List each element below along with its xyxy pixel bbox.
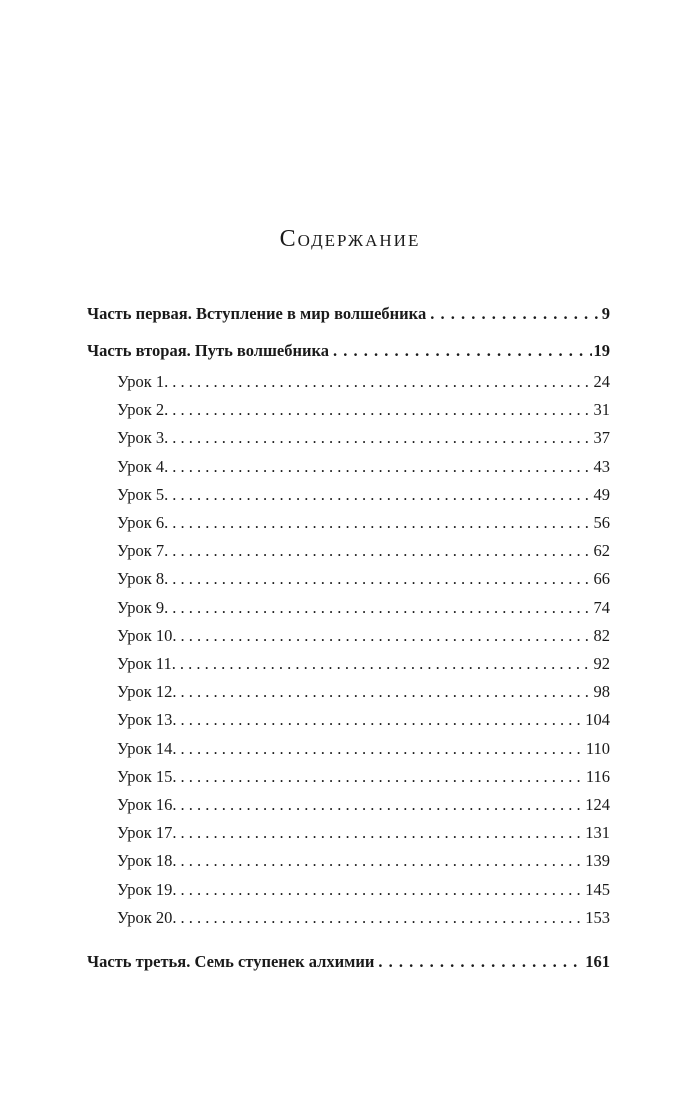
dot-leader <box>172 457 591 477</box>
toc-entry-lesson <box>117 485 610 505</box>
toc-entry-part-3 <box>87 952 610 972</box>
toc-entry-lesson <box>117 823 610 843</box>
toc-entry-label: Урок 20. <box>117 907 177 927</box>
dot-leader <box>430 304 600 324</box>
toc-entry-lesson <box>117 767 610 787</box>
toc-entry-page: 161 <box>585 952 610 971</box>
toc-entry-lesson <box>117 851 610 871</box>
toc-entry-part-2 <box>87 341 610 361</box>
toc-entry-lesson <box>117 654 610 674</box>
dot-leader <box>172 513 591 533</box>
toc-entry-label: Часть первая. Вступление в мир волшебника <box>87 304 427 323</box>
toc-entry-page: 37 <box>593 428 610 448</box>
dot-leader <box>181 626 592 646</box>
toc-entry-lesson <box>117 598 610 618</box>
dot-leader <box>172 541 591 561</box>
toc-entry-label: Часть третья. Семь ступенек алхимии <box>87 952 375 971</box>
toc-entry-label: Урок 17. <box>117 823 177 843</box>
dot-leader <box>172 428 591 448</box>
toc-entry-page: 43 <box>593 456 610 476</box>
toc-entry-lesson <box>117 626 610 646</box>
toc-entry-label: Урок 4. <box>117 456 169 476</box>
toc-entry-lesson <box>117 710 610 730</box>
toc-entry-label: Урок 18. <box>117 851 177 871</box>
dot-leader <box>172 372 591 392</box>
toc-entry-page: 139 <box>585 851 610 871</box>
toc-entry-label: Урок 16. <box>117 795 177 814</box>
toc-entry-page: 145 <box>585 879 610 899</box>
toc-entry-page: 104 <box>585 710 610 730</box>
toc-entry-page: 110 <box>585 738 610 758</box>
dot-leader <box>333 341 591 361</box>
dot-leader <box>172 598 591 618</box>
toc-entry-label: Урок 5. <box>117 484 169 504</box>
toc-entry-lesson <box>117 682 610 702</box>
toc-entry-label: Урок 3. <box>117 428 169 448</box>
toc-entry-label: Урок 10. <box>117 625 177 645</box>
toc-entry-page: 124 <box>585 795 610 814</box>
toc-entry-label: Урок 19. <box>117 879 177 899</box>
toc-entry-label: Урок 8. <box>117 569 169 589</box>
dot-leader <box>172 400 591 420</box>
toc-entry-label: Урок 12. <box>117 682 177 702</box>
dot-leader <box>378 952 583 972</box>
toc-entry-label: Урок 15. <box>117 766 177 786</box>
toc-entry-label: Часть вторая. Путь волшебника <box>87 341 330 360</box>
toc-entry-lesson <box>117 795 610 815</box>
toc-entry-lesson <box>117 428 610 448</box>
toc-entry-label: Урок 1. <box>117 372 169 391</box>
toc-entry-page: 92 <box>593 654 610 673</box>
dot-leader <box>181 851 584 871</box>
toc-entry-label: Урок 11. <box>117 654 176 673</box>
dot-leader <box>181 823 584 843</box>
toc-entry-page: 153 <box>585 907 610 927</box>
toc-entry-lesson <box>117 513 610 533</box>
dot-leader <box>181 767 584 787</box>
toc-entry-page: 19 <box>593 341 610 360</box>
toc-entry-label: Урок 6. <box>117 513 169 532</box>
toc-entry-part-1 <box>87 304 610 324</box>
dot-leader <box>181 795 584 815</box>
toc-entry-lesson <box>117 569 610 589</box>
toc-entry-label: Урок 14. <box>117 738 177 758</box>
toc-entry-lesson <box>117 372 610 392</box>
toc-entry-page: 62 <box>593 541 610 561</box>
toc-entry-page: 56 <box>593 513 610 532</box>
toc-entry-page: 66 <box>593 569 610 589</box>
toc-entry-page: 98 <box>593 682 610 702</box>
toc-entry-lesson <box>117 908 610 928</box>
dot-leader <box>181 682 592 702</box>
toc-entry-page: 49 <box>593 484 610 504</box>
toc-entry-label: Урок 13. <box>117 710 177 730</box>
toc-entry-lesson <box>117 400 610 420</box>
page-title: Содержание <box>279 226 421 253</box>
toc-entry-page: 131 <box>585 823 610 843</box>
dot-leader <box>180 654 592 674</box>
toc-entry-label: Урок 9. <box>117 597 169 617</box>
dot-leader <box>181 710 584 730</box>
toc-entry-page: 31 <box>593 400 610 420</box>
toc-entry-label: Урок 2. <box>117 400 169 420</box>
toc-entry-lesson <box>117 880 610 900</box>
toc-entry-page: 82 <box>593 625 610 645</box>
dot-leader <box>172 485 591 505</box>
dot-leader <box>181 880 584 900</box>
toc-entry-page: 74 <box>593 597 610 617</box>
toc-entry-lesson <box>117 739 610 759</box>
toc-entry-page: 116 <box>585 766 610 786</box>
dot-leader <box>181 739 584 759</box>
dot-leader <box>181 908 584 928</box>
toc-entry-page: 9 <box>601 304 610 323</box>
toc-entry-label: Урок 7. <box>117 541 169 561</box>
dot-leader <box>172 569 591 589</box>
toc-entry-lesson <box>117 541 610 561</box>
toc-entry-lesson <box>117 457 610 477</box>
toc-entry-page: 24 <box>593 372 610 391</box>
